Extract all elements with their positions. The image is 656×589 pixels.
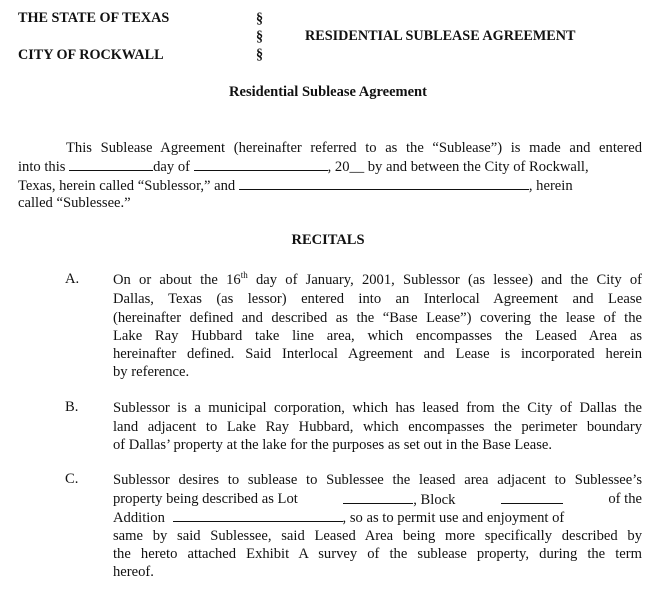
recital-line bbox=[113, 508, 642, 527]
lot-blank[interactable] bbox=[343, 490, 413, 504]
recital-line: the hereto attached Exhibit A survey of the sublease property, during the term bbox=[113, 546, 642, 562]
recital-letter: C. bbox=[65, 471, 79, 487]
recital-text: day of January, 2001, Sublessor (as lessee) and the City of bbox=[255, 272, 643, 288]
intro-text: day of bbox=[153, 159, 194, 175]
ordinal-suffix: th bbox=[240, 270, 248, 281]
state-label: THE STATE OF TEXAS bbox=[18, 10, 170, 26]
recital-letter: B. bbox=[65, 399, 79, 415]
recital-line bbox=[113, 490, 642, 509]
block-blank[interactable] bbox=[501, 490, 563, 504]
recital-line: of Dallas’ property at the lake for the purposes as set out in the Base Lease. bbox=[113, 437, 553, 453]
recital-text: Addition bbox=[113, 510, 165, 526]
document-title: Residential Sublease Agreement bbox=[229, 84, 427, 100]
recital-line: Sublessor desires to sublease to Sublessee the leased area adjacent to Sublessee’s bbox=[113, 472, 642, 488]
recital-line: hereinafter defined. Said Interlocal Agreement and Lease is incorporated herein bbox=[113, 346, 642, 362]
recital-line: (hereinafter defined and described as the “Base Lease”) covering the lease of the bbox=[113, 310, 642, 326]
intro-text: Texas, herein called “Sublessor,” and bbox=[18, 178, 239, 194]
addition-blank[interactable] bbox=[173, 508, 343, 522]
intro-line bbox=[18, 157, 642, 176]
recital-line bbox=[113, 271, 642, 289]
sublessee-name-blank[interactable] bbox=[239, 176, 529, 190]
city-label: CITY OF ROCKWALL bbox=[18, 47, 164, 63]
intro-text: into this bbox=[18, 159, 70, 175]
month-blank[interactable] bbox=[194, 157, 328, 171]
recital-line: same by said Sublessee, said Leased Area being more specifically described by bbox=[113, 528, 642, 544]
recital-text: On or about the 16 bbox=[113, 272, 241, 288]
recital-text: , so as to permit use and enjoyment of bbox=[342, 510, 565, 526]
header-title: RESIDENTIAL SUBLEASE AGREEMENT bbox=[305, 28, 576, 44]
recital-line: Sublessor is a municipal corporation, which has leased from the City of Dallas the bbox=[113, 400, 642, 416]
intro-line: called “Sublessee.” bbox=[18, 195, 131, 211]
day-blank[interactable] bbox=[69, 157, 153, 171]
section-symbol: § bbox=[256, 29, 264, 45]
recital-line: Dallas, Texas (as lessor) entered into an Interlocal Agreement and Lease bbox=[113, 291, 642, 307]
recital-letter: A. bbox=[65, 271, 80, 287]
recital-line: hereof. bbox=[113, 564, 154, 580]
section-symbol: § bbox=[256, 47, 264, 63]
recital-line: land adjacent to Lake Ray Hubbard, which encompasses the perimeter boundary bbox=[113, 419, 642, 435]
recital-text: , Block bbox=[413, 492, 456, 508]
intro-line: This Sublease Agreement (hereinafter referred to as the “Sublease”) is made and entered bbox=[66, 140, 642, 156]
intro-text: , 20__ by and between the City of Rockwall, bbox=[327, 159, 589, 175]
recitals-heading: RECITALS bbox=[291, 232, 365, 248]
intro-text: , herein bbox=[528, 178, 573, 194]
recital-line: by reference. bbox=[113, 364, 190, 380]
recital-line: Lake Ray Hubbard take line area, which encompasses the Leased Area as bbox=[113, 328, 642, 344]
intro-line bbox=[18, 176, 642, 195]
section-symbol: § bbox=[256, 11, 264, 27]
recital-text: property being described as Lot bbox=[113, 491, 298, 507]
recital-text: of the bbox=[608, 491, 642, 507]
